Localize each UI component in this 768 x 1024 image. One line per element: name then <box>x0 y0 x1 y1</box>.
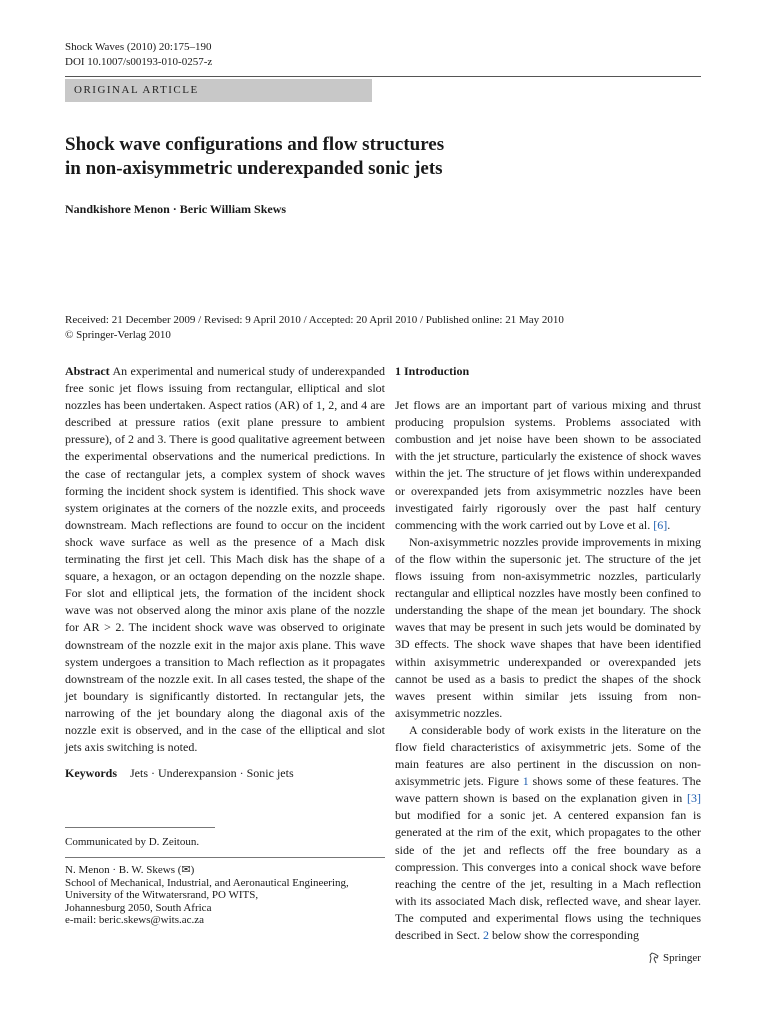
affiliation-city: Johannesburg 2050, South Africa <box>65 901 212 914</box>
keywords-section <box>65 766 294 781</box>
affiliation-email[interactable]: e-mail: beric.skews@wits.ac.za <box>65 914 205 926</box>
title-line-1: Shock wave configurations and flow structures <box>65 134 445 155</box>
paper-title <box>65 133 701 181</box>
doi-line[interactable]: DOI 10.1007/s00193-010-0257-z <box>65 56 213 68</box>
reference-link-3[interactable]: [3] <box>687 791 701 806</box>
author-affiliation <box>65 864 385 927</box>
affiliation-school: School of Mechanical, Industrial, and Aeronautical Engineering, <box>65 876 349 889</box>
publication-dates <box>65 313 564 343</box>
section-link-2[interactable]: 2 <box>482 928 489 942</box>
keywords-text: Jets · Underexpansion · Sonic jets <box>130 766 294 780</box>
intro-p3-part-a: A considerable body of work exists in the literature on the flow field characteristics of axisymmetric jets. Some of the main features are also pertinent in the discussion on non-axisymmetric jets. Figure <box>395 722 701 789</box>
affiliation-rule <box>65 857 385 858</box>
abstract-section <box>65 363 385 756</box>
springer-label: Springer <box>663 952 701 964</box>
intro-paragraph-3 <box>395 722 701 944</box>
springer-footer <box>648 952 701 964</box>
introduction-section <box>395 363 701 944</box>
intro-p3-part-d: below show the corresponding <box>488 928 639 942</box>
intro-paragraph-1 <box>395 397 701 534</box>
intro-p1-text: Jet flows are an important part of various mixing and thrust producing propulsion systems. Problems associated with combustion and jet noise have been shown to be associated with the jet structure, particularly the existence of shock waves within the jet. The structure of jet flows within underexpanded or overexpanded jets from axisymmetric nozzles have been investigated fairly rigorously over the past half century commencing with the work carried out by Love et al. <box>395 398 701 532</box>
abstract-label: Abstract <box>65 364 110 378</box>
copyright-line: © Springer-Verlag 2010 <box>65 329 171 341</box>
header-rule <box>65 76 701 77</box>
reference-link-6[interactable]: [6] <box>653 517 668 532</box>
author-list: Nandkishore Menon · Beric William Skews <box>65 202 287 216</box>
keywords-label: Keywords <box>65 766 117 780</box>
intro-p1-end: . <box>667 517 671 532</box>
communicated-by: Communicated by D. Zeitoun. <box>65 836 200 848</box>
affiliation-university: University of the Witwatersrand, PO WITS, <box>65 889 259 901</box>
springer-horse-icon <box>648 952 660 964</box>
intro-paragraph-2: Non-axisymmetric nozzles provide improvements in mixing of the flow within the supersonic jet. The structure of the jet flows issuing from non-axisymmetric nozzles, particularly rectangular and elliptical nozzles have mostly been confined to understanding the shape of the mean jet boundary. The shock waves that may be present in such jets would be dominated by 3D effects. The shock wave shapes that have been identified within axisymmetric underexpanded or overexpanded jets cannot be used as a basis to predict the shapes of the shock waves present within similar jets issuing from non-axisymmetric nozzles. <box>395 534 701 720</box>
intro-p3-part-b: shows some of these features. The wave pattern shown is based on the explanation given in <box>395 774 702 806</box>
journal-citation <box>65 40 212 70</box>
intro-p3-part-c: but modified for a sonic jet. A centered expansion fan is generated at the rim of the exit, which propagates to the other side of the jet and reflects off the free boundary as a compression. This converges into a conical shock wave before reaching the centre of the jet, resulting in a Mach reflection with its associated Mach disk, reflected wave, and shear layer. The computed and experimental flows using the techniques described in Sect. <box>395 808 701 942</box>
figure-link-1[interactable]: 1 <box>522 774 529 789</box>
abstract-text: An experimental and numerical study of underexpanded free sonic jet flows issuing from rectangular, elliptical and slot nozzles has been undertaken. Aspect ratios (AR) of 1, 2, and 4 are described at pressure ratios (exit plane pressure to ambient pressure), of 2 and 3. There is good qualitative agreement between the experimental observations and the numerical predictions. In the case of rectangular jets, a complex system of shock waves forming the incident shock system is identified. This shock wave system originates at the corners of the nozzle exits, and proceeds downstream. Mach reflections are found to occur on the incident shock wave surface as well as the presence of a Mach disk terminating the first jet cell. This Mach disk has the shape of a square, a hexagon, or an octagon depending on the nozzle shape. For slot and elliptical jets, the formation of the incident shock wave was not observed along the minor axis plane of the nozzle for AR > 2. The incident shock wave was observed to originate downstream of the nozzle exit in the major axis plane. This wave system undergoes a transition to Mach reflection as it propagates downstream of the nozzle exit. In all cases tested, the shape of the jet boundary is significantly distorted. In rectangular jets, the narrowing of the jet boundary along the diagonal axis of the nozzle exit is observed, and in the case of the elliptical and slot jets axis switching is noted. <box>65 364 385 755</box>
affiliation-names: N. Menon · B. W. Skews (✉) <box>65 864 195 876</box>
article-history: Received: 21 December 2009 / Revised: 9 April 2010 / Accepted: 20 April 2010 / Published online: 21 May 2010 <box>65 314 564 326</box>
communicated-rule <box>65 827 215 828</box>
journal-volume-line: Shock Waves (2010) 20:175–190 <box>65 41 212 53</box>
introduction-heading: 1 Introduction <box>395 364 470 378</box>
article-type-banner: ORIGINAL ARTICLE <box>65 79 372 102</box>
title-line-2: in non-axisymmetric underexpanded sonic jets <box>65 158 443 179</box>
